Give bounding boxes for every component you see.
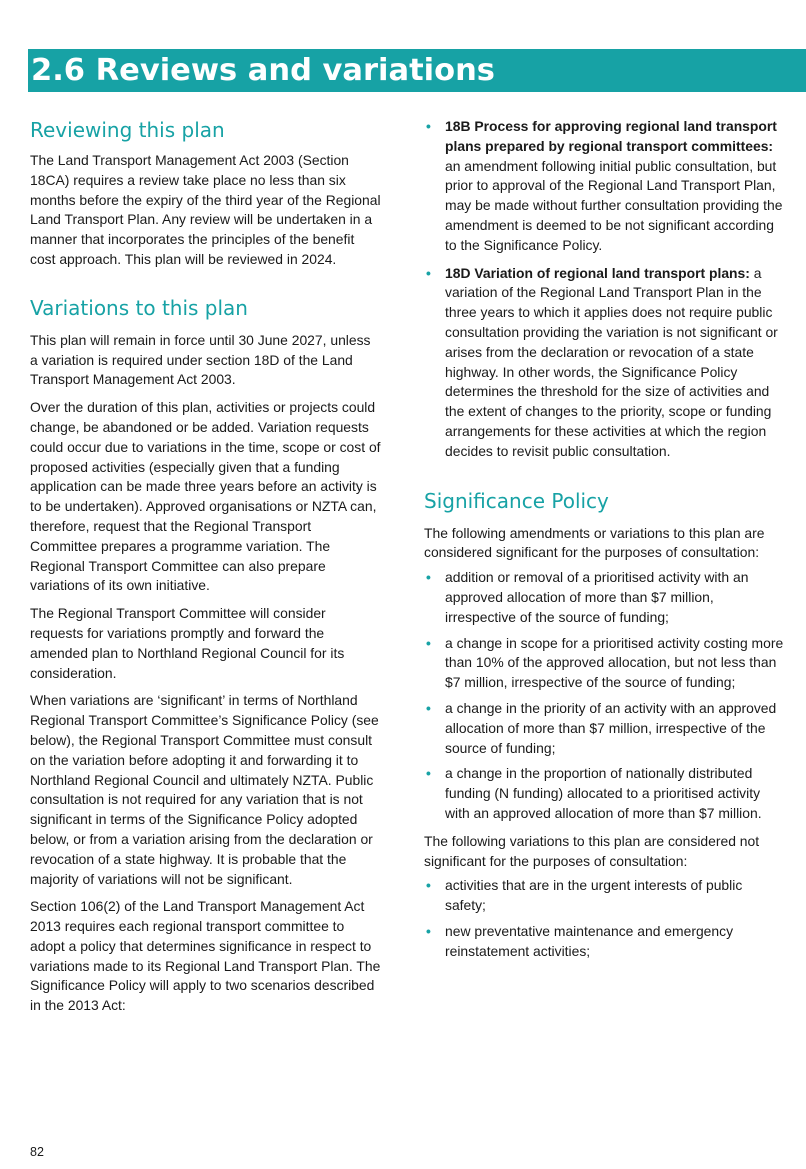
list-item-text: a change in the priority of an activity with an approved allocation of more than $7 million, irrespective of the source of funding; <box>445 699 777 756</box>
bullet-icon: • <box>426 264 431 281</box>
bullet-icon: • <box>426 765 431 782</box>
reviewing-heading: Reviewing this plan <box>30 118 225 142</box>
list-item-text: new preventative maintenance and emergency reinstatement activities; <box>445 922 734 959</box>
variations-paragraph-5: Section 106(2) of the Land Transport Management Act 2013 requires each regional transport committee to adopt a policy that determines significance in respect to variations made to its Regional Land Transport Plan. The Significance Policy will apply to two scenarios described in the 2013 Act: <box>30 898 381 1014</box>
list-item <box>424 568 784 627</box>
list-item-text: a change in scope for a prioritised activity costing more than 10% of the approved allocation, but not less than $7 million, irrespective of the source of funding; <box>445 634 784 691</box>
scenario-title: 18B Process for approving regional land transport plans prepared by regional transport committees: <box>445 118 777 154</box>
scenario-title: 18D Variation of regional land transport plans: <box>445 264 750 281</box>
variations-paragraph-4: When variations are ‘significant’ in terms of Northland Regional Transport Committee’s Significance Policy (see below), the Regional Transport Committee must consult on the variation before adopting it and forwarding it to Northland Regional Council and ultimately NZTA. Public consultation is not required for any variation that is not significant in terms of the Significance Policy adopted below, or from a variation arising from the declaration or revocation of a state highway. It is probable that the majority of variations will not be significant. <box>30 692 379 887</box>
list-item <box>424 922 784 962</box>
list-item <box>424 764 784 823</box>
scenario-text: an amendment following initial public consultation, but prior to approval of the Regional Land Transport Plan, may be made without further consultation providing the amendment is deemed to be not significant according to the Significance Policy. <box>445 157 783 253</box>
significant-list <box>424 568 784 824</box>
right-column <box>424 117 784 961</box>
list-item-text: activities that are in the urgent interests of public safety; <box>445 877 743 914</box>
bullet-icon: • <box>426 922 431 939</box>
bullet-icon: • <box>426 699 431 716</box>
significance-intro: The following amendments or variations to this plan are considered significant for the purposes of consultation: <box>424 524 765 561</box>
list-item <box>424 117 784 256</box>
bullet-icon: • <box>426 634 431 651</box>
page-title: 2.6 Reviews and variations <box>28 49 806 92</box>
reviewing-paragraph: The Land Transport Management Act 2003 (Section 18CA) requires a review take place no less than six months before the expiry of the third year of the Regional Land Transport Plan. Any review will be undertaken in a manner that incorporates the principles of the benefit cost approach. This plan will be reviewed in 2024. <box>30 152 381 267</box>
list-item-text: a change in the proportion of nationally distributed funding (N funding) allocated to a prioritised activity with an approved allocation of more than $7 million. <box>445 765 762 821</box>
bullet-icon: • <box>426 118 431 134</box>
list-item <box>424 699 784 758</box>
variations-paragraph-3: The Regional Transport Committee will consider requests for variations promptly and forward the amended plan to Northland Regional Council for its consideration. <box>30 605 345 681</box>
variations-heading: Variations to this plan <box>30 295 248 320</box>
list-item <box>424 876 784 916</box>
not-significant-list <box>424 876 784 961</box>
significance-heading: Significance Policy <box>424 488 609 513</box>
bullet-icon: • <box>426 877 431 894</box>
variations-paragraph-2: Over the duration of this plan, activities or projects could change, be abandoned or be added. Variation requests could occur due to variations in the time, scope or cost of proposed activities (especially given that a funding application can be made three years before an activity is to be undertaken). Approved organisations or NZTA can, therefore, request that the Regional Transport Committee prepares a programme variation. The Regional Transport Committee can also prepare variations of its own initiative. <box>30 399 381 594</box>
list-item <box>424 264 784 462</box>
scenario-list <box>424 117 784 462</box>
scenario-text: a variation of the Regional Land Transport Plan in the three years to which it applies does not require public consultation providing the variation is not significant or arises from the declaration or revocation of a state highway. In other words, the Significance Policy determines the threshold for the size of activities and the extent of changes to the priority, scope or funding arrangements for these activities at which the region decides to revisit public consultation. <box>445 264 778 459</box>
variations-paragraph-1: This plan will remain in force until 30 June 2027, unless a variation is required under section 18D of the Land Transport Management Act 2003. <box>30 331 371 388</box>
list-item-text: addition or removal of a prioritised activity with an approved allocation of more than $7 million, irrespective of the source of funding; <box>445 569 749 625</box>
list-item <box>424 634 784 693</box>
left-column <box>30 117 382 1016</box>
not-significant-intro: The following variations to this plan are considered not significant for the purposes of consultation: <box>424 832 760 869</box>
bullet-icon: • <box>426 569 431 586</box>
page-number: 82 <box>30 1145 44 1159</box>
